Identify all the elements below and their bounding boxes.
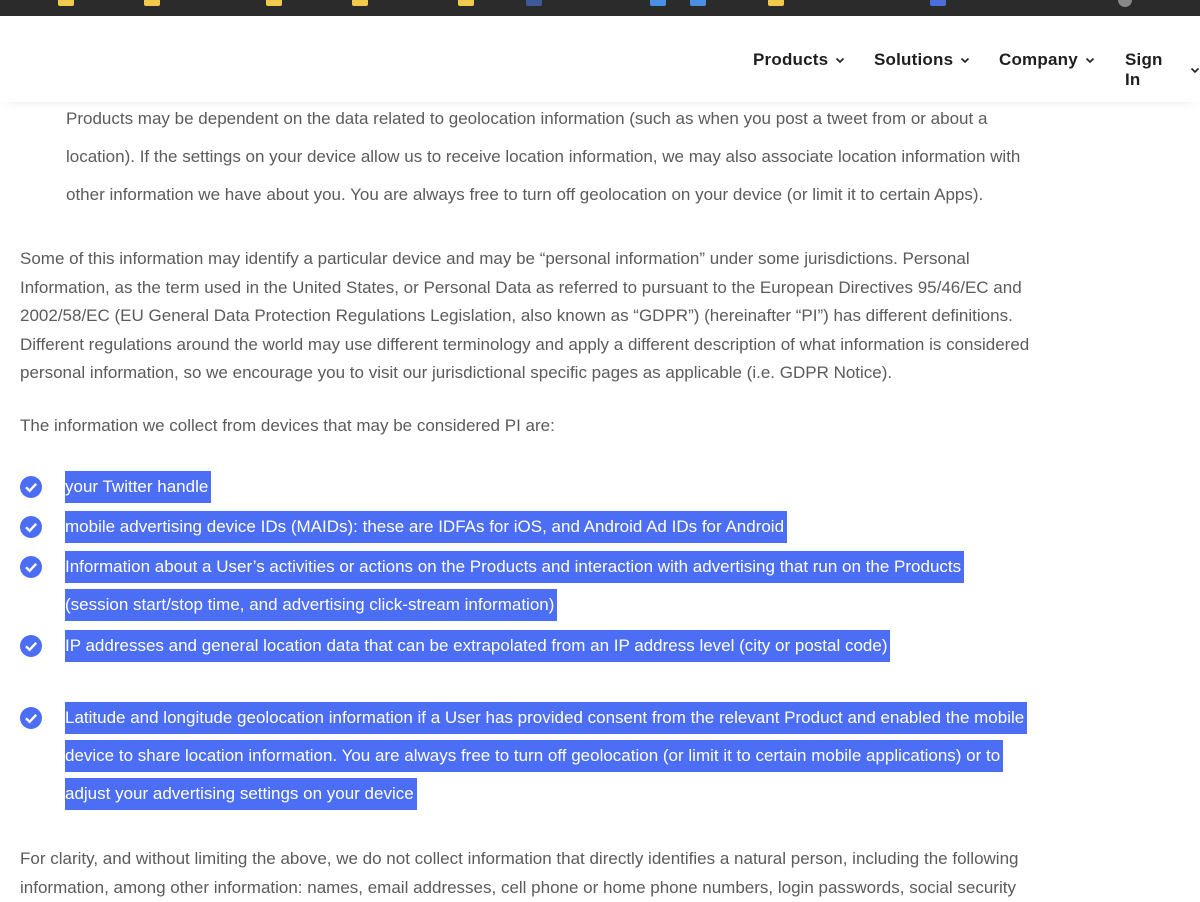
list-item-text: your Twitter handle [65,471,211,503]
bookmark-icon[interactable] [1118,0,1132,7]
nav-sign-in[interactable] [1125,50,1200,90]
bookmark-icon[interactable] [650,0,666,6]
list-item-text: Latitude and longitude geolocation information if a User has provided consent from the relevant Product and enabled the mobile device to share location information. You are always free to turn off geolocation (or limit it to certain mobile applications) or to adjust your advertising settings on your device [65,702,1027,810]
list-item-text: Information about a User’s activities or actions on the Products and interaction with advertising that run on the Products (session start/stop time, and advertising click-stream information) [65,551,964,621]
chevron-down-icon [1190,65,1200,75]
top-navbar [0,16,1200,102]
bookmark-icon[interactable] [930,0,946,6]
list-intro: The information we collect from devices that may be considered PI are: [20,416,555,435]
nav-company-label: Company [999,50,1078,69]
check-circle-icon [20,707,42,729]
nav-products[interactable] [753,50,845,70]
chevron-down-icon [835,55,845,65]
nav-solutions-label: Solutions [874,50,954,69]
check-circle-icon [20,476,42,498]
check-circle-icon [20,635,42,657]
personal-information-paragraph: Some of this information may identify a particular device and may be “personal information” under some jurisdictions. Personal Information, as the term used in the United States, or Personal Data as referred to pursuant to the European Directives 95/46/EC and 2002/58/EC (EU General Data Protection Regulations Legislation, also known as “GDPR”) (hereinafter “PI”) has different definitions. Different regulations around the world may use different terminology and apply a different description of what information is considered personal information, so we encourage you to visit our jurisdictional specific pages as applicable (i.e. GDPR Notice). [20,249,1030,382]
bookmark-icon[interactable] [58,0,74,6]
bookmark-icon[interactable] [768,0,784,6]
check-circle-icon [20,516,42,538]
bookmark-icon[interactable] [458,0,474,6]
bookmark-icon[interactable] [352,0,368,6]
bookmark-icon[interactable] [266,0,282,6]
list-item-text: mobile advertising device IDs (MAIDs): these are IDFAs for iOS, and Android Ad IDs for Android [65,511,787,543]
bookmark-icon[interactable] [690,0,706,6]
nav-products-label: Products [753,50,829,69]
nav-sign-in-label: Sign In [1125,50,1163,89]
chevron-down-icon [1085,55,1095,65]
nav-solutions[interactable] [874,50,970,70]
bookmark-bar [0,0,1200,16]
list-item-text: IP addresses and general location data that can be extrapolated from an IP address level (city or postal code) [65,630,890,662]
geolocation-paragraph: Products may be dependent on the data related to geolocation information (such as when you post a tweet from or about a location). If the settings on your device allow us to receive location information, we may also associate location information with other information we have about you. You are always free to turn off geolocation on your device (or limit it to certain Apps). [66,109,1021,204]
chevron-down-icon [960,55,970,65]
clarity-paragraph: For clarity, and without limiting the above, we do not collect information that directly identifies a natural person, including the following information, among other information: names, email addresses, cell phone or home phone numbers, login passwords, social security [20,849,1019,897]
policy-content [0,102,1200,897]
check-circle-icon [20,556,42,578]
bookmark-icon[interactable] [144,0,160,6]
nav-company[interactable] [999,50,1095,70]
bookmark-icon[interactable] [526,0,542,6]
